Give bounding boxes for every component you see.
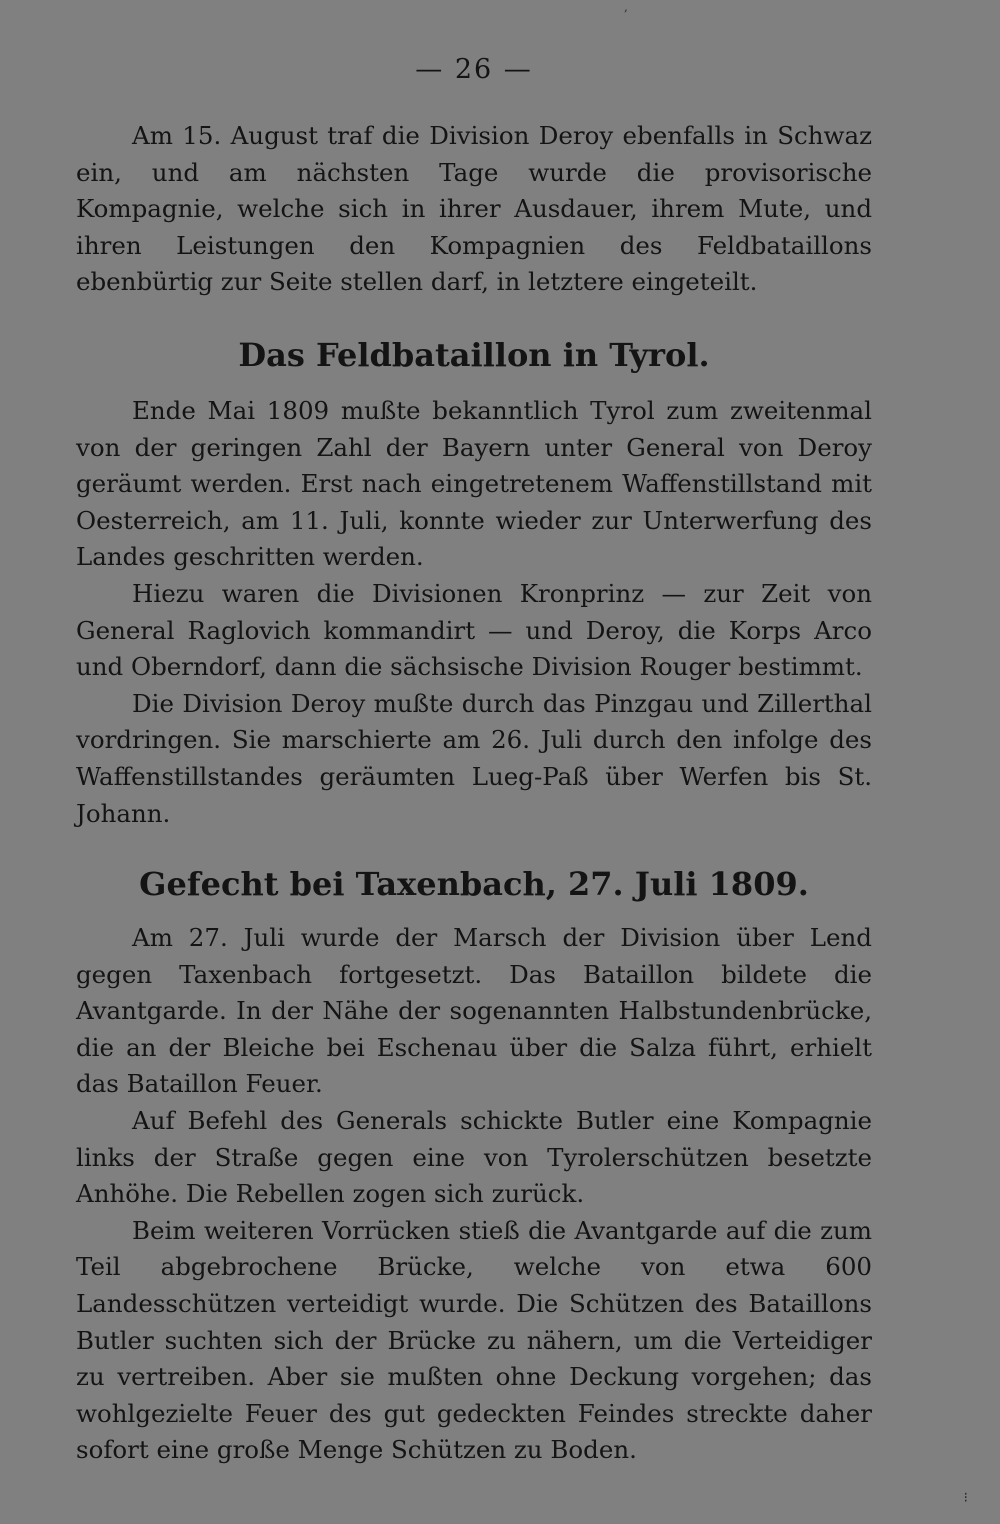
section-heading-feldbataillon: Das Feldbataillon in Tyrol. — [238, 335, 710, 374]
paragraph: Ende Mai 1809 mußte bekanntlich Tyrol zum zweitenmal von der geringen Zahl der Bayern unter General von Deroy geräumt werden. Erst nach eingetretenem Waffenstillstand mit Oesterreich, am 11. Juli, konnte wieder zur Unterwerfung des Landes geschritten werden. — [76, 395, 872, 572]
book-page — [76, 52, 872, 1469]
page-number: — 26 — — [415, 54, 533, 85]
paragraph: Hiezu waren die Divisionen Kronprinz — zur Zeit von General Raglovich kommandirt — und Deroy, die Korps Arco und Oberndorf, dann die sächsische Division Rouger bestimmt. — [76, 578, 872, 682]
paragraph: Die Division Deroy mußte durch das Pinzgau und Zillerthal vordringen. Sie marschierte am 26. Juli durch den infolge des Waffenstillstandes geräumten Lueg-Paß über Werfen bis St. Johann. — [76, 688, 872, 828]
paragraph: Beim weiteren Vorrücken stieß die Avantgarde auf die zum Teil abgebrochene Brücke, welche von etwa 600 Landesschützen verteidigt wurde. Die Schützen des Bataillons Butler suchten sich der Brücke zu nähern, um die Verteidiger zu vertreiben. Aber sie mußten ohne Deckung vorgehen; das wohlgezielte Feuer des gut gedeckten Feindes streckte daher sofort eine große Menge Schützen zu Boden. — [76, 1215, 872, 1465]
top-edge-mark: , — [624, 0, 628, 14]
paragraph: Am 27. Juli wurde der Marsch der Division über Lend gegen Taxenbach fortgesetzt. Das Bataillon bildete die Avantgarde. In der Nähe der sogenannten Halbstundenbrücke, die an der Bleiche bei Eschenau über die Salza führt, erhielt das Bataillon Feuer. — [76, 923, 872, 1099]
section-heading-gefecht: Gefecht bei Taxenbach, 27. Juli 1809. — [139, 865, 809, 904]
paragraph-intro: Am 15. August traf die Division Deroy ebenfalls in Schwaz ein, und am nächsten Tage wurde die provisorische Kompagnie, welche sich in ihrer Ausdauer, ihrem Mute, und ihren Leistungen den Kompagnien des Feldbataillons ebenbürtig zur Seite stellen darf, in letztere eingeteilt. — [76, 121, 872, 297]
paragraph: Auf Befehl des Generals schickte Butler eine Kompagnie links der Straße gegen eine von Tyrolerschützen besetzte Anhöhe. Die Rebellen zogen sich zurück. — [76, 1106, 872, 1209]
bottom-edge-mark: ⁝ — [963, 1490, 968, 1506]
